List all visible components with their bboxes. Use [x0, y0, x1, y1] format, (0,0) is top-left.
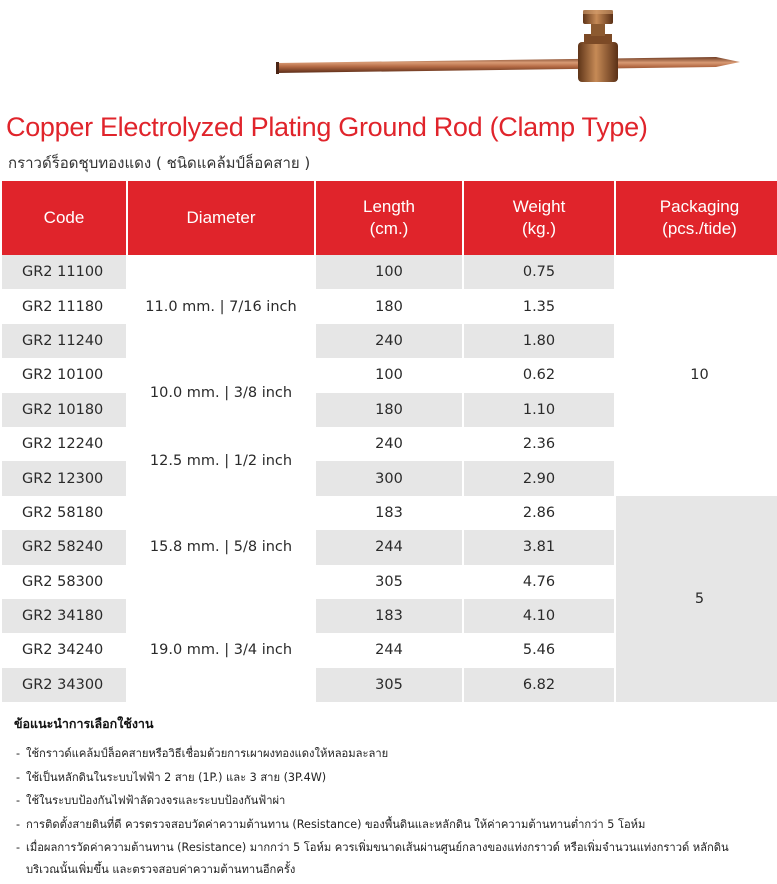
header-code: Code	[2, 181, 126, 255]
cell-length: 183	[316, 599, 462, 633]
usage-notes	[14, 714, 774, 880]
cell-code: GR2 34240	[22, 642, 104, 659]
header-length	[316, 181, 462, 255]
cell-weight: 4.10	[464, 599, 614, 633]
notes-list	[14, 742, 774, 880]
cell-weight: 6.82	[464, 668, 614, 702]
cell-weight: 0.62	[522, 367, 556, 384]
cell-weight: 2.36	[522, 436, 556, 453]
page-title: Copper Electrolyzed Plating Ground Rod (Clamp Type)	[6, 112, 648, 142]
cell-code: GR2 11100	[2, 255, 126, 289]
header-packaging	[616, 181, 777, 255]
note-item	[14, 836, 774, 880]
table-row	[2, 496, 777, 530]
cell-code: GR2 12300	[2, 461, 126, 495]
cell-weight: 5.46	[522, 642, 556, 659]
note-item: - การติดตั้งสายดินที่ดี ควรตรวจสอบวัดค่าความต้านทาน (Resistance) ของพื้นดินและหลักดิน ให้ค่าความต้านทานต่ำกว่า 5 โอห์ม	[14, 813, 774, 837]
table-row	[2, 255, 777, 289]
cell-code: GR2 10100	[22, 367, 104, 384]
cell-packaging: 5	[616, 496, 777, 702]
ground-rod-icon	[0, 0, 777, 108]
header-length-unit: (cm.)	[369, 219, 409, 238]
cell-length: 100	[316, 255, 462, 289]
cell-length: 183	[375, 504, 403, 521]
header-weight-label: Weight	[512, 197, 566, 216]
cell-weight: 1.35	[522, 298, 556, 315]
cell-diameter: 11.0 mm. | 7/16 inch	[128, 255, 314, 358]
cell-code: GR2 58300	[22, 573, 104, 590]
note-item: - ใช้ในระบบป้องกันไฟฟ้าลัดวงจรและระบบป้องกันฟ้าผ่า	[14, 789, 774, 813]
cell-code: GR2 58240	[2, 530, 126, 564]
cell-weight: 3.81	[464, 530, 614, 564]
cell-length: 244	[316, 530, 462, 564]
note-item-continuation: บริเวณนั้นเพิ่มขึ้น และตรวจสอบค่าความต้านทานอีกครั้ง	[26, 862, 296, 876]
header-diameter: Diameter	[128, 181, 314, 255]
header-packaging-label: Packaging	[659, 197, 740, 216]
page-subtitle: กราวด์ร็อดชุบทองแดง ( ชนิดแคล้มป์ล็อคสาย )	[8, 154, 311, 172]
cell-length: 244	[375, 642, 403, 659]
cell-weight: 0.75	[464, 255, 614, 289]
product-image	[0, 0, 777, 108]
cell-length: 180	[316, 393, 462, 427]
cell-code: GR2 11240	[2, 324, 126, 358]
cell-code: GR2 10180	[2, 393, 126, 427]
note-item-text: เมื่อผลการวัดค่าความต้านทาน (Resistance) มากกว่า 5 โอห์ม ควรเพิ่มขนาดเส้นผ่านศูนย์กลางของแท่งกราวด์ หรือเพิ่มจำนวนแท่งกราวด์ หลักดิน	[26, 841, 729, 854]
cell-weight: 1.80	[464, 324, 614, 358]
note-item: - ใช้กราวด์แคล้มป์ล็อคสายหรือวิธีเชื่อมด้วยการเผาผงทองแดงให้หลอมละลาย	[14, 742, 774, 766]
cell-diameter: 12.5 mm. | 1/2 inch	[128, 427, 314, 496]
cell-code: GR2 58180	[22, 504, 104, 521]
spec-table	[0, 181, 777, 702]
cell-code: GR2 34180	[2, 599, 126, 633]
cell-code: GR2 11180	[22, 298, 104, 315]
cell-weight: 4.76	[522, 573, 556, 590]
header-weight	[464, 181, 614, 255]
cell-length: 305	[375, 573, 403, 590]
cell-length: 305	[316, 668, 462, 702]
cell-weight: 2.90	[464, 461, 614, 495]
cell-code: GR2 34300	[2, 668, 126, 702]
cell-length: 100	[375, 367, 403, 384]
cell-weight: 1.10	[464, 393, 614, 427]
cell-packaging: 10	[616, 255, 777, 496]
cell-diameter: 10.0 mm. | 3/8 inch	[128, 358, 314, 427]
note-item: - ใช้เป็นหลักดินในระบบไฟฟ้า 2 สาย (1P.) และ 3 สาย (3P.4W)	[14, 766, 774, 790]
cell-length: 300	[316, 461, 462, 495]
header-weight-unit: (kg.)	[522, 219, 556, 238]
cell-code: GR2 12240	[22, 436, 104, 453]
cell-diameter: 19.0 mm. | 3/4 inch	[128, 599, 314, 702]
cell-length: 240	[375, 436, 403, 453]
header-length-label: Length	[363, 197, 415, 216]
cell-length: 240	[316, 324, 462, 358]
notes-heading: ข้อแนะนำการเลือกใช้งาน	[14, 716, 154, 731]
cell-diameter: 15.8 mm. | 5/8 inch	[128, 496, 314, 599]
header-packaging-unit: (pcs./tide)	[662, 219, 737, 238]
cell-weight: 2.86	[522, 504, 556, 521]
table-header-row	[2, 181, 777, 255]
cell-length: 180	[375, 298, 403, 315]
